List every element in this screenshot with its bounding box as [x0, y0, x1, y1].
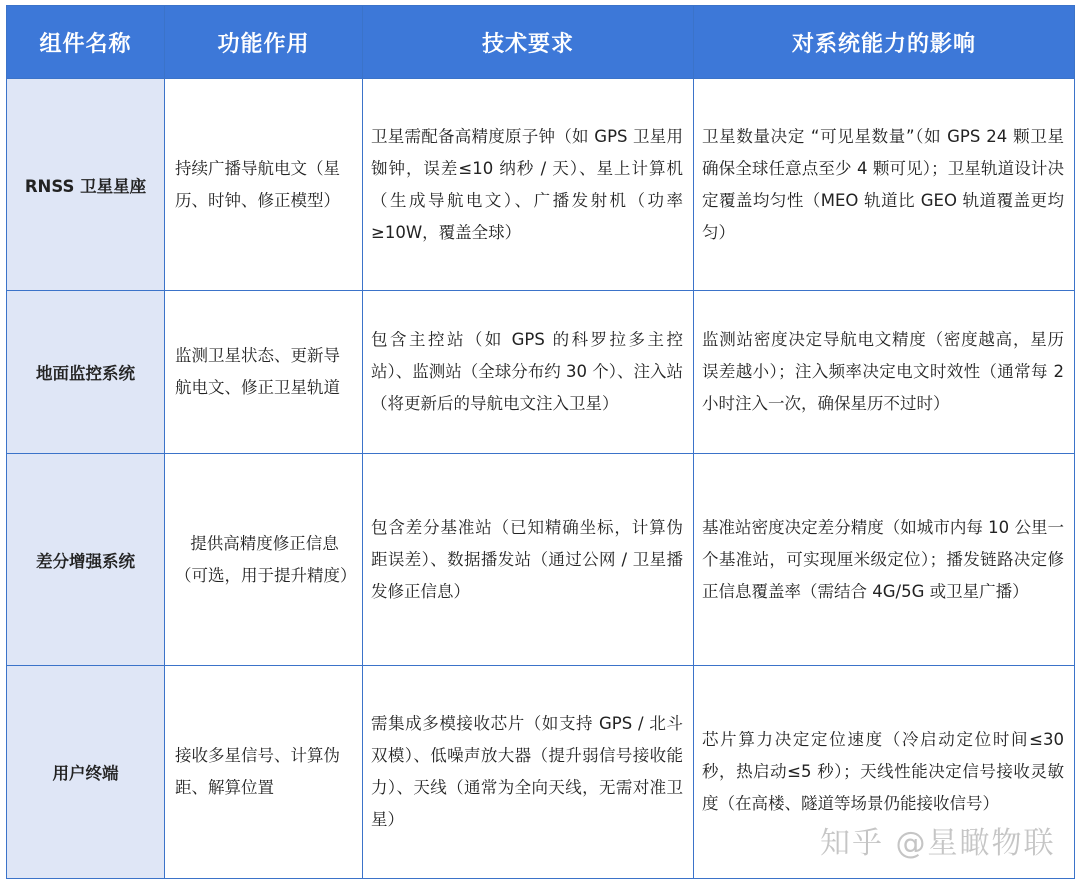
component-tech: 需集成多模接收芯片（如支持 GPS / 北斗双模）、低噪声放大器（提升弱信号接收能力）、天线（通常为全向天线，无需对准卫星）: [363, 666, 694, 879]
component-tech: 卫星需配备高精度原子钟（如 GPS 卫星用铷钟，误差≤10 纳秒 / 天）、星上计算机（生成导航电文）、广播发射机（功率≥10W，覆盖全球）: [363, 79, 694, 291]
component-impact: 芯片算力决定定位速度（冷启动定位时间≤30 秒，热启动≤5 秒）；天线性能决定信号接收灵敏度（在高楼、隧道等场景仍能接收信号）: [694, 666, 1075, 879]
header-tech-requirements: 技术要求: [363, 6, 694, 79]
component-tech: 包含主控站（如 GPS 的科罗拉多主控站）、监测站（全球分布约 30 个）、注入站（将更新后的导航电文注入卫星）: [363, 291, 694, 454]
table-row: [7, 79, 1075, 291]
table-row: [7, 291, 1075, 454]
component-impact: 卫星数量决定 “可见星数量”（如 GPS 24 颗卫星确保全球任意点至少 4 颗可见）；卫星轨道设计决定覆盖均匀性（MEO 轨道比 GEO 轨道覆盖更均匀）: [694, 79, 1075, 291]
component-function: 提供高精度修正信息（可选，用于提升精度）: [165, 454, 363, 666]
component-function: 接收多星信号、计算伪距、解算位置: [165, 666, 363, 879]
spec-table: [6, 5, 1075, 879]
component-name: RNSS 卫星星座: [7, 79, 165, 291]
component-name: 用户终端: [7, 666, 165, 879]
header-system-impact: 对系统能力的影响: [694, 6, 1075, 79]
component-impact: 监测站密度决定导航电文精度（密度越高，星历误差越小）；注入频率决定电文时效性（通常每 2 小时注入一次，确保星历不过时）: [694, 291, 1075, 454]
component-name: 差分增强系统: [7, 454, 165, 666]
component-function: 监测卫星状态、更新导航电文、修正卫星轨道: [165, 291, 363, 454]
component-name: 地面监控系统: [7, 291, 165, 454]
header-component-name: 组件名称: [7, 6, 165, 79]
zhihu-watermark: 知乎 @星瞰物联: [820, 826, 1056, 861]
header-function: 功能作用: [165, 6, 363, 79]
table-row: [7, 454, 1075, 666]
header-row: [7, 6, 1075, 79]
component-function: 持续广播导航电文（星历、时钟、修正模型）: [165, 79, 363, 291]
component-tech: 包含差分基准站（已知精确坐标，计算伪距误差）、数据播发站（通过公网 / 卫星播发修正信息）: [363, 454, 694, 666]
component-impact: 基准站密度决定差分精度（如城市内每 10 公里一个基准站，可实现厘米级定位）；播发链路决定修正信息覆盖率（需结合 4G/5G 或卫星广播）: [694, 454, 1075, 666]
